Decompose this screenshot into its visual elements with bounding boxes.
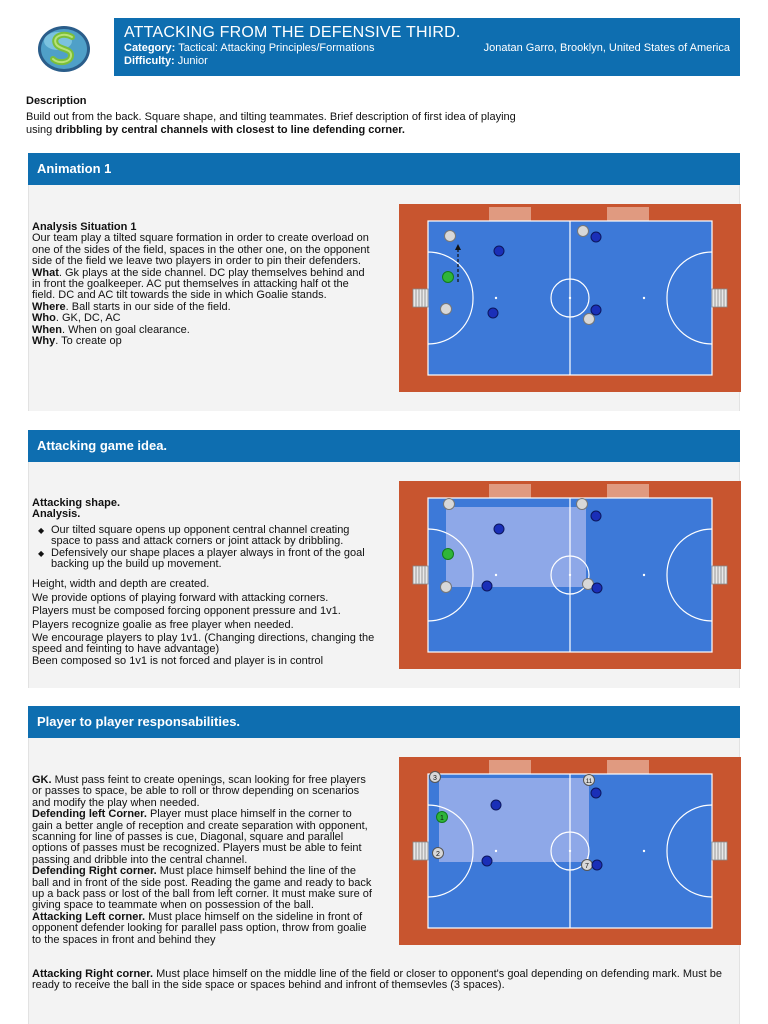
responsibility-text: Must place himself behind the line of the ball and in front of the side post. Reading the game and ready to back up a back pass or lost of the ball from left corner. It must make sure of giving space to teammate when on possession of the ball. (32, 865, 372, 912)
defender-marker (491, 800, 501, 810)
responsibility-gk (32, 775, 372, 809)
defender-marker (494, 524, 504, 534)
section-text (32, 222, 372, 347)
futsal-pitch-diagram (399, 757, 741, 945)
section-text (32, 498, 377, 667)
description-line-2-bold: dribbling by central channels with closest to line defending corner. (55, 124, 405, 136)
defender-marker (494, 246, 504, 256)
bullet-list (32, 525, 377, 571)
goalkeeper-marker (443, 272, 454, 283)
responsibility-text: Must place himself on the middle line of the field or closer to opponent's goal depending on defending mark. Must be ready to receive the ball in the side space or spaces behind and infront of themsevles (3 spaces). (32, 968, 722, 992)
defender-marker (591, 232, 601, 242)
difficulty-label: Difficulty: (124, 55, 175, 67)
line: We provide options of playing forward with attacking corners. (32, 591, 329, 604)
responsibility-label: Defending Right corner. (32, 865, 157, 878)
why-text: . To create op (55, 335, 122, 348)
player-7-marker (582, 860, 593, 871)
bench-zone-left (489, 207, 531, 221)
player-number: 1 (440, 815, 444, 822)
responsibility-defending-right (32, 866, 372, 912)
defender-marker (592, 860, 602, 870)
globe-s-logo-icon (36, 24, 92, 74)
category-label: Category: (124, 42, 176, 54)
analysis-heading: Analysis. (32, 508, 81, 521)
goalkeeper-marker (443, 549, 454, 560)
defender-marker (591, 305, 601, 315)
header-bar (114, 18, 740, 76)
bullet-text: Defensively our shape places a player always in front of the goal backing up the build up movement. (51, 546, 365, 571)
section-body (28, 738, 740, 1024)
defender-marker (482, 856, 492, 866)
attacking-shape-heading: Attacking shape. (32, 497, 121, 509)
diamond-bullet-icon: ◆ (38, 525, 45, 535)
section-player-responsibilities (28, 706, 740, 1024)
what-label: What (32, 266, 59, 279)
list-item (32, 548, 377, 571)
attacker-marker (444, 499, 455, 510)
defender-marker (488, 308, 498, 318)
line: Been composed so 1v1 is not forced and player is in control (32, 654, 324, 667)
goal-left (413, 566, 428, 584)
bench-zone-left (489, 760, 531, 774)
defender-marker (592, 583, 602, 593)
what-text: . Gk plays at the side channel. DC play themselves behind and in front the goalkeeper. AC put themselves in attacking half ot the field. DC and AC tilt towards the side in which Goalie stands. (32, 266, 365, 302)
goal-left (413, 842, 428, 860)
bench-zone-right (607, 760, 649, 774)
bench-zone-right (607, 484, 649, 498)
section-animation-1 (28, 153, 740, 411)
defender-marker (482, 581, 492, 591)
player-number: 3 (433, 775, 437, 782)
description-heading: Description (26, 95, 87, 107)
responsibility-label: Attacking Right corner. (32, 968, 154, 980)
tilted-square-zone (446, 507, 586, 587)
section-title: Player to player responsabilities. (28, 706, 740, 738)
section-body (28, 462, 740, 688)
bench-zone-left (489, 484, 531, 498)
who-label: Who (32, 312, 56, 325)
player-number: 7 (585, 863, 589, 870)
responsibility-text: Player must place himself in the corner to gain a better angle of reception and create separation with opponent, scanning for line of passes is cue, Diagonal, square and parallel options of passes must be recognized. Players must be able to feint passing and dribble into the central channel. (32, 808, 368, 866)
section-body (28, 185, 740, 411)
attacker-marker (584, 314, 595, 325)
responsibility-attacking-right (32, 969, 737, 992)
player-2-marker (433, 848, 444, 859)
goal-left (413, 289, 428, 307)
attacker-marker (441, 582, 452, 593)
why-label: Why (32, 335, 56, 348)
responsibility-attacking-left (32, 912, 372, 946)
attacker-marker (441, 304, 452, 315)
section-attacking-game-idea (28, 430, 740, 688)
attacker-marker (445, 231, 456, 242)
defender-marker (591, 788, 601, 798)
list-item (32, 525, 377, 548)
defender-marker (591, 511, 601, 521)
player-11-marker (584, 775, 595, 786)
responsibility-label: Defending left Corner. (32, 808, 147, 821)
section-text (32, 775, 372, 946)
bench-zone-right (607, 207, 649, 221)
line: Players recognize goalie as free player when needed. (32, 618, 294, 631)
description-line-2-plain: using (26, 124, 56, 136)
diamond-bullet-icon: ◆ (38, 548, 45, 558)
difficulty-value: Junior (177, 55, 208, 67)
player-3-marker (430, 772, 441, 783)
difficulty-row (124, 55, 730, 68)
analysis-heading: Analysis Situation 1 (32, 221, 137, 233)
description-line-2 (26, 124, 566, 137)
category-value: Tactical: Attacking Principles/Formations (178, 42, 375, 54)
goal-right (712, 289, 727, 307)
line: Players must be composed forcing opponent pressure and 1v1. (32, 605, 341, 618)
futsal-pitch-diagram (399, 204, 741, 392)
where-label: Where (32, 300, 66, 313)
when-label: When (32, 323, 62, 336)
line: We encourage players to play 1v1. (Changing directions, changing the speed and feinting to have advantage) (32, 632, 375, 656)
player-number: 2 (436, 851, 440, 858)
line: Height, width and depth are created. (32, 578, 210, 591)
responsibility-defending-left (32, 809, 372, 866)
header (28, 18, 740, 76)
section-title: Attacking game idea. (28, 430, 740, 462)
author: Jonatan Garro, Brooklyn, United States of America (483, 42, 730, 54)
bullet-text: Our tilted square opens up opponent central channel creating space to pass and attack corners or joint attack by dribbling. (51, 523, 350, 548)
player-number: 11 (585, 779, 593, 785)
section-title: Animation 1 (28, 153, 740, 185)
who-text: . GK, DC, AC (55, 312, 121, 325)
responsibility-label: GK. (32, 774, 52, 786)
when-text: . When on goal clearance. (61, 323, 190, 336)
analysis-intro: Our team play a tilted square formation in order to create overload on one of the sides of the field, spaces in the other one, on the opponent side of the field we leave two players in order to pin their defenders. (32, 232, 370, 268)
responsibility-text: Must place himself on the sideline in front of opponent defender looking for parallel pass option, throw from goalie to the spaces in front and behind they (32, 910, 367, 946)
attacker-marker (578, 226, 589, 237)
responsibility-label: Attacking Left corner. (32, 910, 146, 923)
where-text: . Ball starts in our side of the field. (65, 300, 231, 313)
description-line-1: Build out from the back. Square shape, and tilting teammates. Brief description of first idea of playing (26, 111, 516, 123)
page-title: ATTACKING FROM THE DEFENSIVE THIRD. (124, 24, 461, 41)
futsal-pitch-diagram (399, 481, 741, 669)
responsibility-text: Must pass feint to create openings, scan looking for free players or passes to space, be able to roll or throw depending on scenarios and modify the play when needed. (32, 774, 366, 809)
player-1-goalkeeper-marker (437, 812, 448, 823)
attacker-marker (577, 499, 588, 510)
goal-right (712, 566, 727, 584)
description (26, 95, 566, 137)
goal-right (712, 842, 727, 860)
